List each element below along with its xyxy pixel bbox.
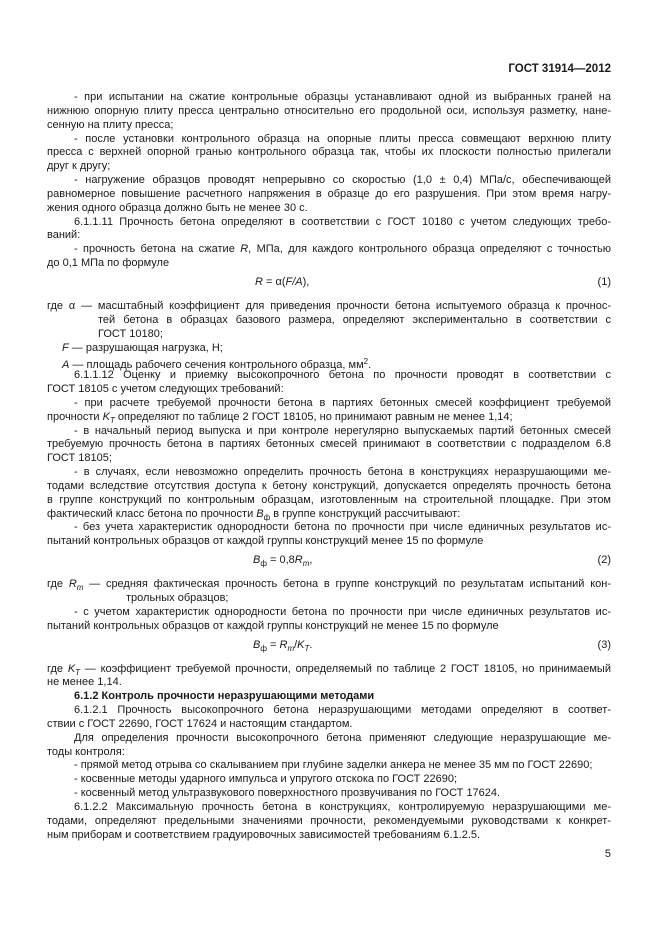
text-line: - без учета характеристик однородности бетона по прочности при числе единичных результатов ис- bbox=[74, 521, 611, 534]
text-line: пресса с верхней опорной гранью контрольного образца так, чтобы их плоскости полностью прилегали bbox=[47, 146, 611, 159]
text-segment: = 0,8 bbox=[266, 554, 295, 567]
definition-line: трольных образцов; bbox=[126, 592, 229, 604]
text-line: - при расчете требуемой прочности бетона в партиях бетонных смесей коэффициент требуемой bbox=[74, 396, 611, 409]
text-line: - нагружение образцов проводят непрерывно со скоростью (1,0 ± 0,4) МПа/с, обеспечивающей bbox=[74, 174, 611, 187]
text-line: сенную на плиту пресса; bbox=[47, 118, 174, 131]
text-segment: — площадь рабочего сечения контрольного образца, мм bbox=[69, 359, 364, 372]
text-line: требуемую прочность бетона в партиях бетонных смесей принимают в соответствии с подразделом 6.8 bbox=[47, 438, 611, 451]
text-line: нижнюю опорную плиту пресса центрально относительно его продольной оси, используя разметку, нане- bbox=[47, 104, 611, 117]
text-segment: ), bbox=[302, 275, 310, 288]
text-segment: фактический класс бетона по прочности bbox=[47, 507, 257, 520]
math-symbol: ф bbox=[263, 512, 271, 522]
formula-expression bbox=[255, 276, 309, 290]
math-symbol: T bbox=[109, 415, 115, 425]
math-symbol: R bbox=[279, 638, 288, 651]
math-symbol: m bbox=[302, 559, 310, 569]
text-line: жения одного образца должно быть не менее 30 с. bbox=[47, 201, 308, 214]
formula-number: (2) bbox=[597, 554, 611, 567]
definition-line: не менее 1,14. bbox=[47, 676, 122, 689]
formula-number: (3) bbox=[597, 638, 611, 651]
text-line: ГОСТ 18105 с учетом следующих требований: bbox=[47, 383, 284, 396]
math-symbol: T bbox=[75, 667, 81, 677]
text-line: ваний: bbox=[47, 229, 81, 242]
text-segment: / bbox=[294, 638, 298, 651]
text-line: тоды контроля: bbox=[47, 745, 125, 758]
list-item: - косвенный метод ультразвукового поверхностного прозвучивания по ГОСТ 17624. bbox=[74, 787, 501, 800]
section-heading-6-1-2: 6.1.2 Контроль прочности неразрушающими методами bbox=[74, 690, 375, 703]
text-line: тодами вследствие отсутствия доступа к бетону конструкций, допускается определять прочность бетона bbox=[47, 479, 611, 492]
text-segment: прочности bbox=[47, 410, 103, 423]
document-body bbox=[47, 91, 611, 843]
math-symbol: R bbox=[240, 243, 249, 256]
text-line: тодами, определяют предельными значениями прочности, рекомендуемыми руководствами к конкрет- bbox=[47, 814, 611, 827]
page-number: 5 bbox=[604, 848, 611, 860]
math-symbol: T bbox=[304, 643, 310, 653]
formula-2 bbox=[47, 549, 611, 578]
math-symbol: R bbox=[294, 554, 303, 567]
text-segment: где bbox=[47, 662, 68, 675]
math-symbol: K bbox=[297, 638, 305, 651]
text-line: - при испытании на сжатие контрольные образцы устанавливают одной из выбранных граней на bbox=[74, 91, 611, 103]
text-line bbox=[47, 508, 611, 522]
math-symbol: K bbox=[102, 410, 110, 423]
definition-line bbox=[47, 342, 611, 356]
list-item: - прямой метод отрыва со скалыванием при глубине заделки анкера не менее 35 мм по ГОСТ 22690; bbox=[74, 759, 593, 772]
definition-line bbox=[47, 578, 611, 592]
text-segment: — коэффициент требуемой прочности, определяемый по таблице 2 ГОСТ 18105, но принимаемый bbox=[80, 662, 611, 675]
math-symbol: 2 bbox=[363, 357, 369, 367]
formula-3 bbox=[47, 634, 611, 663]
formula-1 bbox=[47, 271, 611, 300]
formula-expression bbox=[253, 639, 312, 656]
text-segment: в группе конструкций рассчитывают: bbox=[270, 507, 461, 520]
math-symbol: F bbox=[62, 341, 69, 354]
text-line: ным приборам и соответствием градуировочных зависимостей требованиям 6.1.2.5. bbox=[47, 828, 481, 841]
text-segment: , bbox=[309, 554, 313, 567]
list-item: - косвенные методы ударного импульса и упругого отскока по ГОСТ 22690; bbox=[74, 773, 458, 786]
math-symbol: K bbox=[67, 662, 76, 675]
definition-line: ГОСТ 10180; bbox=[98, 327, 163, 340]
math-symbol: m bbox=[287, 643, 295, 653]
math-symbol: ф bbox=[260, 559, 267, 569]
text-line: ствии с ГОСТ 22690, ГОСТ 17624 и настоящим стандартом. bbox=[47, 717, 353, 730]
text-segment: определяют по таблице 2 ГОСТ 18105, но принимают равным не менее 1,14; bbox=[114, 410, 513, 423]
math-symbol: R bbox=[68, 578, 77, 591]
text-line: пытаний контрольных образцов от каждой группы конструкций не менее 15 по формуле bbox=[47, 619, 499, 632]
formula-expression bbox=[253, 554, 312, 571]
text-line: - с учетом характеристик однородности бетона по прочности при числе единичных результатов ис- bbox=[74, 605, 611, 618]
formula-number: (1) bbox=[597, 275, 611, 288]
definition-line bbox=[47, 663, 611, 677]
text-segment: — средняя фактическая прочность бетона в группе конструкций по результатам испытаний кон- bbox=[83, 578, 611, 591]
clause-6-1-1-11: 6.1.1.11 Прочность бетона определяют в соответствии с ГОСТ 10180 с учетом следующих требо- bbox=[74, 215, 611, 228]
text-line: до 0,1 МПа по формуле bbox=[47, 257, 170, 270]
text-line: - в начальный период выпуска и при контроле нерегулярно выпускаемых партий бетонных смесей bbox=[74, 424, 611, 437]
math-symbol: B bbox=[256, 507, 264, 520]
clause-6-1-2-1: 6.1.2.1 Прочность высокопрочного бетона неразрушающими методами определяют в соответ- bbox=[74, 704, 611, 717]
text-line bbox=[47, 243, 611, 257]
math-symbol: R bbox=[255, 275, 263, 288]
text-line: Для определения прочности высокопрочного бетона применяют следующие неразрушающие ме- bbox=[74, 731, 611, 744]
text-line: в группе конструкций по контрольным образцам, изготовленным на строительной площадке. При этом bbox=[47, 493, 611, 506]
text-segment: . bbox=[309, 638, 313, 651]
text-line: пытаний контрольных образцов от каждой группы конструкций менее 15 по формуле bbox=[47, 535, 484, 548]
definition-line: тей бетона в образцах базового размера, определяют экспериментально в соответствии с bbox=[98, 313, 611, 326]
text-segment: где bbox=[47, 578, 69, 591]
text-line: - в случаях, если невозможно определить прочность бетона в конструкциях неразрушающими ме- bbox=[74, 466, 611, 479]
text-segment: — разрушающая нагрузка, Н; bbox=[68, 341, 223, 354]
text-line: ГОСТ 18105; bbox=[47, 452, 112, 465]
math-symbol: A bbox=[62, 359, 70, 372]
document-header-id: ГОСТ 31914—2012 bbox=[508, 63, 611, 75]
text-segment: - прочность бетона на сжатие bbox=[74, 243, 241, 256]
math-symbol: m bbox=[76, 583, 84, 593]
clause-6-1-2-2: 6.1.2.2 Максимальную прочность бетона в конструкциях, контролируемую неразрушающими ме- bbox=[74, 800, 611, 813]
math-symbol: ф bbox=[260, 643, 267, 653]
text-line: друг к другу; bbox=[47, 160, 111, 173]
math-symbol: B bbox=[253, 638, 261, 651]
math-symbol: B bbox=[253, 554, 261, 567]
text-line: равномерное повышение расчетного напряжения в образце до его разрушения. При этом время нагру- bbox=[47, 187, 611, 200]
text-line bbox=[47, 411, 611, 425]
text-line: - после установки контрольного образца на опорные плиты пресса совмещают верхнюю плиту bbox=[74, 132, 611, 145]
math-symbol: F/A bbox=[285, 275, 303, 288]
text-segment: = bbox=[266, 638, 280, 651]
text-segment: , МПа, для каждого контрольного образца определяют с точностью bbox=[248, 243, 611, 256]
text-segment: = α( bbox=[262, 275, 286, 288]
definition-line bbox=[47, 355, 611, 372]
clause-6-1-1-12: 6.1.1.12 Оценку и приемку высокопрочного бетона по прочности проводят в соответствии с bbox=[74, 369, 611, 382]
definition-line: где α — масштабный коэффициент для приведения прочности бетона испытуемого образца к прочнос- bbox=[47, 299, 611, 312]
text-segment: . bbox=[368, 359, 372, 372]
